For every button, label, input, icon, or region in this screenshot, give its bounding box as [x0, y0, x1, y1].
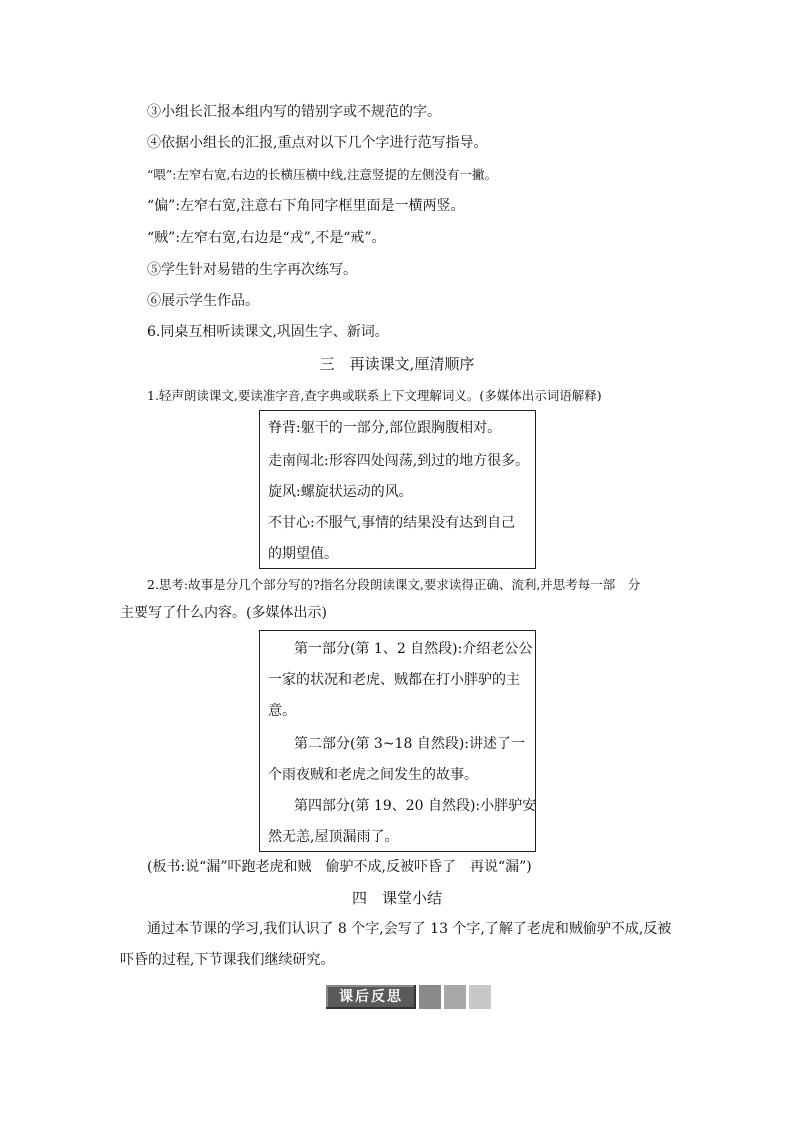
step-3: ③小组长汇报本组内写的错别字或不规范的字。 [147, 104, 441, 120]
vocab-entry: 走南闯北:形容四处闯荡,到过的地方很多。 [268, 453, 530, 469]
summary-line-2: 吓昏的过程,下节课我们继续研究。 [120, 952, 335, 968]
reflection-label: 课后反思 [326, 985, 416, 1009]
part-line: 第二部分(第 3~18 自然段):讲述了一 [294, 736, 525, 752]
section-heading-4: 四 课堂小结 [351, 889, 442, 907]
banner-square [419, 985, 441, 1009]
step-6: ⑥展示学生作品。 [147, 293, 259, 309]
char-note-zei: “贼”:左窄右宽,右边是“戎”,不是“戒”。 [147, 230, 386, 246]
section-heading-3: 三 再读课文,厘清顺序 [319, 355, 475, 373]
item-2-cont: 主要写了什么内容。(多媒体出示) [120, 605, 327, 621]
part-line: 第一部分(第 1、2 自然段):介绍老公公 [294, 641, 533, 657]
char-note-pian: “偏”:左窄右宽,注意右下角同字框里面是一横两竖。 [147, 198, 465, 214]
char-note-wei: “喂”:左窄右宽,右边的长横压横中线,注意竖提的左侧没有一撇。 [147, 167, 497, 182]
item-6: 6.同桌互相听读课文,巩固生字、新词。 [147, 324, 389, 340]
board-writing: (板书:说“漏”吓跑老虎和贼 偷驴不成,反被吓昏了 再说“漏”) [147, 859, 532, 875]
item-2: 2.思考:故事是分几个部分写的?指名分段朗读课文,要求读得正确、流利,并思考每一部 分 [147, 577, 641, 592]
part-line: 意。 [268, 703, 296, 719]
vocab-entry: 旋风:螺旋状运动的风。 [268, 484, 413, 500]
summary-line-1: 通过本节课的学习,我们认识了 8 个字,会写了 13 个字,了解了老虎和贼偷驴不成,反被 [147, 921, 672, 937]
vocab-entry: 不甘心:不服气,事情的结果没有达到自己 [268, 515, 516, 531]
step-5: ⑤学生针对易错的生字再次练写。 [147, 262, 357, 278]
structure-box [259, 630, 536, 852]
part-line: 个雨夜贼和老虎之间发生的故事。 [268, 767, 478, 783]
item-1: 1.轻声朗读课文,要读准字音,查字典或联系上下文理解词义。(多媒体出示词语解释) [147, 388, 602, 403]
banner-square [444, 985, 466, 1009]
reflection-banner [326, 985, 491, 1009]
part-line: 一家的状况和老虎、贼都在打小胖驴的主 [268, 672, 520, 688]
vocab-entry: 的期望值。 [268, 546, 338, 562]
vocab-box [259, 410, 536, 569]
part-line: 然无恙,屋顶漏雨了。 [268, 829, 399, 845]
vocab-entry: 脊背:躯干的一部分,部位跟胸腹相对。 [268, 420, 502, 436]
part-line: 第四部分(第 19、20 自然段):小胖驴安 [294, 798, 537, 814]
banner-square [469, 985, 491, 1009]
step-4: ④依据小组长的汇报,重点对以下几个字进行范写指导。 [147, 135, 488, 151]
